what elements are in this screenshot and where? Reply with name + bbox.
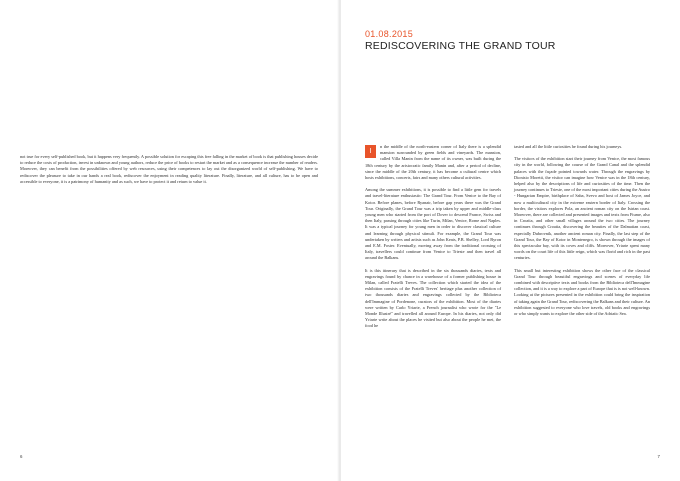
paragraph: The visitors of the exhibition start their journey from Venice, the most famous city in the world, following the course of the Grand Canal and the splendid palaces with the façade pointed towards water. Through the engravings by Dionisio Moretti, the visitor can imagine how Venice was in the 18th century, helped also by the descriptions of life and curiosities of the time. Then the journey continues to Trieste, one of the most important cities during the Austro - Hungarian Empire, birthplace of Saba, Svevo and host of James Joyce, and now a multicultural city in the extreme eastern border of Italy. Crossing the border, the visitors explores Pola, an ancient roman city on the Istrian coast. Moreover, there are collected and presented images and texts from Fiume, also in Croatia, and other small villages around the two cities. The journey continues through Croatia, discovering the beauties of the Dalmatian coast, especially Dubrovnik, another ancient roman city. Finally, the last step of the Grand Tour, the Bay of Kotor in Montenegro, is shown through the images of this spectacular bay, with its coves and cliffs. Moreover, Yriarte spent many words on the court life of this little reign, which was florid and rich in the past centuries. [514,156,650,261]
left-page [0,0,339,481]
article-title: REDISCOVERING THE GRAND TOUR [365,40,556,52]
page-number-right: 7 [657,454,660,459]
page-number-left: 6 [20,454,23,459]
left-page-body: not true for every self-published book, but it happens very frequently. A possible solution for escaping this free falling in the market of book is that publishing houses decide to reduce the costs of production, invest in unknown and young authors, reduce the price of books to restart the market and as a consequence increase the number of readers. Moreover, they can benefit from the possibilities offered by web resources, using their competences to lay out the disorganized world of self-publishing. We have to rediscover the pleasure to take in our hands a real book, rediscover the enjoyment in reading quality literature. Finally, literature, and all culture, has to be open and accessible to everyone, it is a patrimony of humanity and as such, we have to protect it and return to value it. [20,154,318,184]
article-column-1 [365,144,501,330]
paragraph: This small but interesting exhibition shows the other face of the classical Grand Tour through beautiful engravings and scenes of everyday life combined with descriptive texts and books from the Biblioteca dell'Immagine collection, and it is a way to explore a part of Europe that is is not well-known. Looking at the pictures presented in the exhibition could bring the inspiration of taking again the Grand Tour, rediscovering the Balkans and their culture. An exhibition suggested to everyone who love travels, old books and engravings or who simply wants to explore the other side of the Adriatic Sea. [514,267,650,317]
article-date: 01.08.2015 [365,29,414,39]
paragraph: tasted and all the little curiosities he found during his journeys. [514,144,623,149]
right-page [341,0,680,481]
drop-cap: I [365,145,376,158]
paragraph [365,144,501,181]
article-column-2 [514,144,650,317]
paragraph-text: n the middle of the north-eastern corner of Italy there is a splendid mansion surrounded by green fields and vineyards. The mansion, called Villa Manin from the name of its owner, was built during the 18th century by the aristocratic family Manin and, after a period of decline, since the middle of the 20th century, it has become a cultural centre which hosts exhibitions, concerts, fairs and many others cultural activities. [365,144,501,181]
paragraph: Among the summer exhibitions, it is possible to find a little gem for travels and travel-literature enthusiastic: The Grand Tour. From Venice to the Bay of Kotor. Before planes, before Ryanair, before gap years there was the Grand Tour. Originally, the Grand Tour was a trip taken by upper and middle-class young men who started from the port of Dover to descend France, Swiss and then Italy, passing through cities like Turin, Milan, Venice, Rome and Naples. It was a typical journey for young men in order to discover classical culture and learning through physical stimuli. For example, the Grand Tour was undertaken by writers and artists such as John Keats, P.B. Shelley, Lord Byron and E.M. Foster. Eventually, moving away from the traditional crossing of Italy, travellers could continue from Venice to Trieste and then travel all around the Balkans. [365,187,501,261]
paragraph: It is this itinerary that is described in the six thousands diaries, texts and engravings found by chance in a warehouse of a former publishing house in Milan, called Fratelli Treves. The collection which started the idea of the exhibition consists of the Fratelli Treves' heritage plus another collection of two thousands diaries and engravings collected by the Biblioteca dell'Immagine of Pordenone, curators of the exhibition. Most of the diaries were written by Carlo Yriarte, a French journalist who wrote for the "Le Monde Illustré" and travelled all around Europe. In his diaries, not only did Yriarte write about the places he visited but also about the people he met, the food he [365,267,501,329]
